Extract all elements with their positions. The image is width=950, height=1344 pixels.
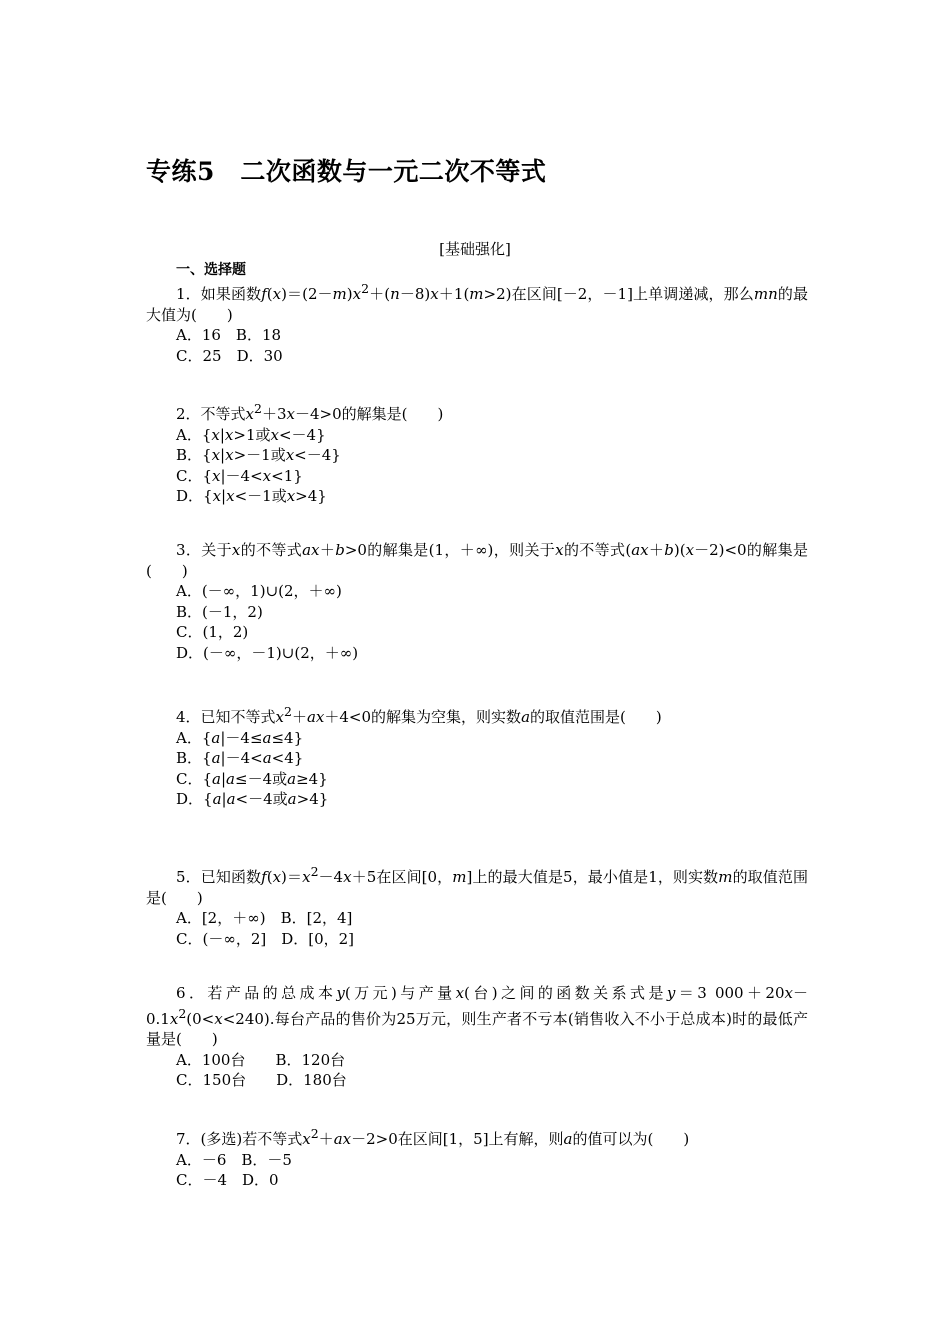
question-5 xyxy=(146,862,808,949)
question-7 xyxy=(146,1124,808,1191)
option-line: C．150台 D．180台 xyxy=(176,1071,347,1090)
part-heading: 一、选择题 xyxy=(176,262,246,278)
question-1 xyxy=(146,279,808,366)
question-2 xyxy=(146,399,808,507)
option-line: B．{x|x>－1或x<－4} xyxy=(176,446,341,465)
page-title: 专练5 二次函数与一元二次不等式 xyxy=(146,157,547,186)
option-line: D．(－∞，－1)∪(2，＋∞) xyxy=(176,643,359,662)
question-stem: 1．如果函数$f(x)=(2-m)x^2+(n-8)x+1(m>2)$在区间[－2，－1]上单调递减，那么mn的最大值为( ) xyxy=(146,281,808,324)
option-line: D．{x|x<－1或x>4} xyxy=(176,487,327,506)
question-stem: 2．不等式$x^2+3x-4>0$的解集是( ) xyxy=(176,401,444,423)
option-line: A．(－∞，1)∪(2，＋∞) xyxy=(176,582,342,601)
option-line: C．{x|－4<x<1} xyxy=(176,466,303,485)
option-line: B．(－1，2) xyxy=(176,602,263,621)
option-line: A．[2，＋∞) B．[2，4] xyxy=(176,909,353,928)
question-stem: 3．关于x的不等式ax＋b>0的解集是(1，＋∞)，则关于x的不等式(ax＋b)(x－2)<0的解集是( ) xyxy=(146,541,808,580)
option-line: D．{a|a<－4或a>4} xyxy=(176,790,329,809)
option-line: A．{a|－4≤a≤4} xyxy=(176,728,304,747)
option-line: A．{x|x>1或x<－4} xyxy=(176,425,326,444)
option-line: C．{a|a≤－4或a≥4} xyxy=(176,769,328,788)
question-4 xyxy=(146,702,808,810)
option-line: B．{a|－4<a<4} xyxy=(176,749,304,768)
option-line: A．16 B．18 xyxy=(176,326,282,345)
question-3 xyxy=(146,540,808,664)
option-line: C．25 D．30 xyxy=(176,346,283,365)
section-label: [基础强化] xyxy=(439,240,511,258)
option-line: C．(1，2) xyxy=(176,623,249,642)
option-line: A．100台 B．120台 xyxy=(176,1050,346,1069)
question-stem: 5．已知函数$f(x)=x^2-4x+5$在区间[0，m]上的最大值是5，最小值是1，则实数m的取值范围是( ) xyxy=(146,864,808,907)
option-line: C．(－∞，2] D．[0，2] xyxy=(176,929,355,948)
question-stem: 4．已知不等式$x^2+ax+4<0$的解集为空集，则实数a的取值范围是( ) xyxy=(176,704,662,726)
question-6 xyxy=(146,983,808,1091)
option-line: A．－6 B．－5 xyxy=(176,1150,292,1169)
question-stem: 7．(多选)若不等式$x^2+ax-2>0$在区间[1，5]上有解，则a的值可以为( ) xyxy=(176,1126,690,1148)
question-stem: 6．若产品的总成本y(万元)与产量x(台)之间的函数关系式是y＝3 $000+20x-0.1x^2(0<x<240)$.每台产品的售价为25万元，则生产者不亏本(销售收入不小于总成本)时的最低产量是( ) xyxy=(146,984,809,1049)
option-line: C．－4 D．0 xyxy=(176,1171,279,1190)
